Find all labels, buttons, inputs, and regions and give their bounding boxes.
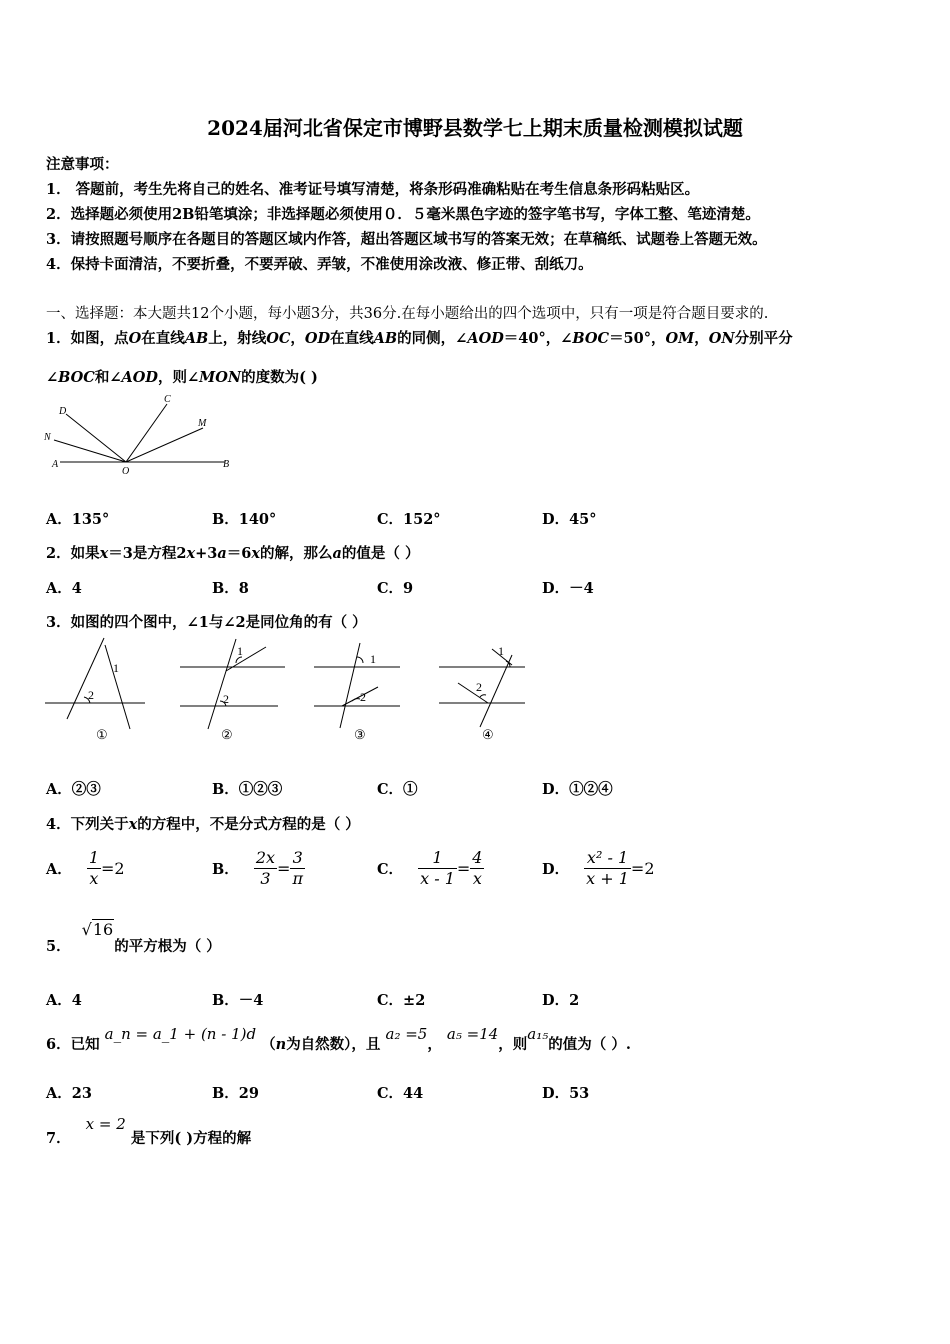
caption-2: ② [221,727,233,742]
ray-od [66,414,126,462]
svg-text:2: 2 [223,692,229,706]
notice-item-1: 1． 答题前，考生先将自己的姓名、准考证号填写清楚，将条形码准确粘贴在考生信息条形码粘贴区。 [46,181,700,198]
section-heading: 一、选择题：本大题共12个小题，每小题3分，共36分.在每小题给出的四个选项中，只有一项是符合题目要求的. [46,306,769,322]
q4-option-d[interactable]: D． $\frac{\text{x² - 1}}{x + 1}$ =2 [542,848,655,888]
svg-text:1: 1 [498,644,504,658]
q6-stem: 6．已知 a_n = a_1 + (n - 1)d （n为自然数），且 a₂ =5， a₅ =14，则a₁₅的值为（ ）. [46,1025,631,1053]
q6-option-b[interactable]: B．29 [212,1085,259,1102]
svg-text:1: 1 [237,644,243,658]
q4-stem: 4．下列关于x的方程中，不是分式方程的是（ ） [46,816,360,833]
q3-option-d[interactable]: D．①②④ [542,781,613,798]
q5-stem: 5． √16的平方根为（ ） [46,920,221,955]
q3-figures [40,635,540,745]
q1-option-d[interactable]: D．45° [542,511,597,528]
notice-heading: 注意事项： [46,156,119,173]
notice-item-4: 4．保持卡面清洁，不要折叠，不要弄破、弄皱，不准使用涂改液、修正带、刮纸刀。 [46,256,593,273]
q5-option-a[interactable]: A．4 [46,992,82,1009]
label-c: C [164,394,171,405]
page-title: 2024届河北省保定市博野县数学七上期末质量检测模拟试题 [207,116,743,140]
q2-option-c[interactable]: C．9 [377,580,414,597]
q6-option-c[interactable]: C．44 [377,1085,424,1102]
label-m: M [198,418,207,429]
q3-option-a[interactable]: A．②③ [46,781,101,798]
label-d: D [59,406,67,417]
q5-option-d[interactable]: D．2 [542,992,580,1009]
svg-text:1: 1 [370,652,376,666]
q3-stem: 3．如图的四个图中，∠1与∠2是同位角的有（ ） [46,614,367,631]
caption-4: ④ [482,727,494,742]
q6-formula: a_n = a_1 + (n - 1)d [104,1025,257,1043]
q1-stem-line2: ∠BOC和∠AOD，则∠MON的度数为( ) [46,369,318,386]
label-o: O [122,466,130,477]
svg-text:2: 2 [476,680,482,694]
label-a: A [52,459,59,470]
q2-option-d[interactable]: D．－4 [542,580,594,597]
notice-item-2: 2．选择题必须使用2B铅笔填涂；非选择题必须使用０．５毫米黑色字迹的签字笔书写，字体工整、笔迹清楚。 [46,206,760,223]
q6-option-a[interactable]: A．23 [46,1085,92,1102]
q1-option-a[interactable]: A．135° [46,511,110,528]
caption-3: ③ [354,727,366,742]
q6-option-d[interactable]: D．53 [542,1085,590,1102]
q3-option-c[interactable]: C．① [377,781,418,798]
svg-text:1: 1 [113,661,119,675]
sqrt-16: √16 [81,920,114,939]
q1-option-c[interactable]: C．152° [377,511,441,528]
ray-on [54,440,126,462]
q2-option-a[interactable]: A．4 [46,580,82,597]
label-b: B [223,459,230,470]
q1-stem-line1: 1．如图，点O在直线AB上，射线OC，OD在直线AB的同侧，∠AOD＝40°，∠BOC＝50°，OM，ON分别平分 [46,330,793,347]
q2-stem: 2．如果x＝3是方程2x+3a＝6x的解，那么a的值是（ ） [46,545,420,562]
q1-option-b[interactable]: B．140° [212,511,277,528]
notice-item-3: 3．请按照题号顺序在各题目的答题区域内作答，超出答题区域书写的答案无效；在草稿纸、试题卷上答题无效。 [46,231,767,248]
label-n: N [44,432,51,443]
q4-option-b[interactable]: B． $\frac{2x}{3}$ = $\frac{3}{\pi}$ [212,848,303,888]
q5-option-b[interactable]: B．－4 [212,992,264,1009]
q5-option-c[interactable]: C．±2 [377,992,426,1009]
svg-text:2: 2 [360,690,366,704]
q1-angle-figure [40,390,240,480]
caption-1: ① [96,727,108,742]
q3-option-b[interactable]: B．①②③ [212,781,283,798]
q7-stem: 7． x = 2 是下列( )方程的解 [46,1115,252,1147]
q4-option-a[interactable]: A． $\frac{1}{x}$ =2 [46,848,125,888]
q2-option-b[interactable]: B．8 [212,580,249,597]
q4-option-c[interactable]: C． $\frac{1}{x - 1}$ = $\frac{4}{x}$ [377,848,483,888]
svg-text:2: 2 [88,688,94,702]
